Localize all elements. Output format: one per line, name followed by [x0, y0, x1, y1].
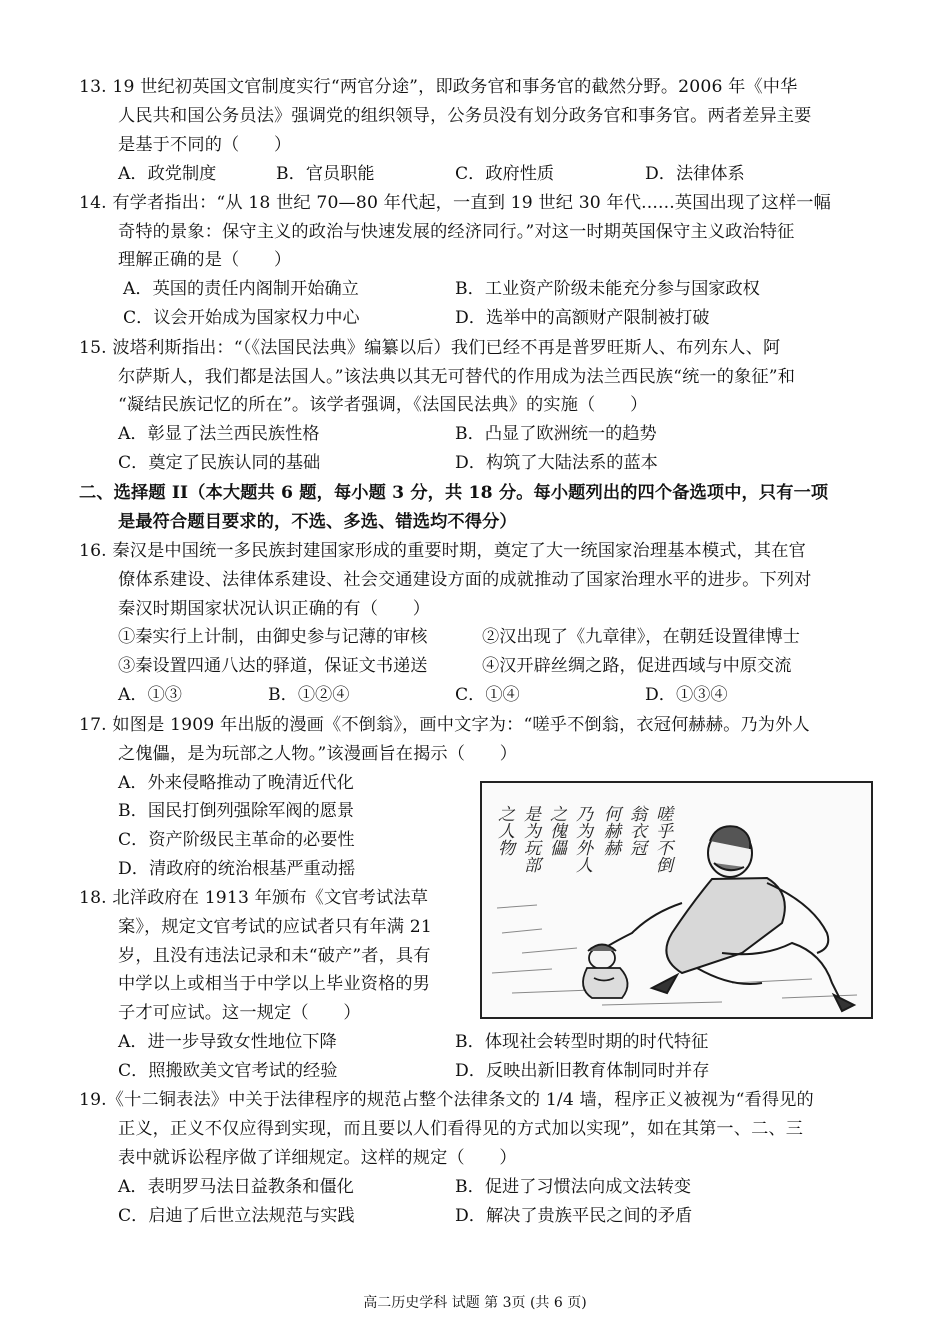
cartoon-caption-col-1: 嗟乎不倒 [652, 805, 672, 873]
q13-option-d: D．法律体系 [645, 164, 745, 184]
q14-option-a: A．英国的责任内阁制开始确立 [123, 279, 359, 299]
q14-option-b: B．工业资产阶级未能充分参与国家政权 [455, 279, 760, 299]
cartoon-drawing [482, 783, 871, 1017]
q14-option-c: C．议会开始成为国家权力中心 [123, 308, 360, 328]
q19-option-c: C．启迪了后世立法规范与实践 [118, 1206, 355, 1226]
q16-item-4: ④汉开辟丝绸之路，促进西域与中原交流 [482, 656, 792, 676]
q19-line-3: 表中就诉讼程序做了详细规定。这样的规定（ ） [118, 1148, 517, 1168]
q13-line-1: 13. 19 世纪初英国文官制度实行“两官分途”，即政务官和事务官的截然分野。2006 年《中华 [79, 77, 798, 97]
q13-option-c: C．政府性质 [455, 164, 555, 184]
cartoon-caption-col-7: 之人物 [494, 805, 514, 856]
q17-line-2: 之傀儡，是为玩部之人物。”该漫画旨在揭示（ ） [118, 744, 518, 764]
q13-line-3: 是基于不同的（ ） [118, 135, 292, 155]
cartoon-caption-col-5: 之傀儡 [546, 805, 566, 856]
q19-line-1: 19.《十二铜表法》中关于法律程序的规范占整个法律条文的 1/4 墙，程序正义被视为“看得见的 [79, 1090, 814, 1110]
q17-option-d: D．清政府的统治根基严重动摇 [118, 859, 356, 879]
q16-option-c: C．①④ [455, 685, 520, 705]
q14-option-d: D．选举中的高额财产限制被打破 [455, 308, 710, 328]
q15-option-d: D．构筑了大陆法系的蓝本 [455, 453, 658, 473]
q18-option-c: C．照搬欧美文官考试的经验 [118, 1061, 338, 1081]
cartoon-caption-col-6: 是为玩部 [520, 805, 540, 873]
q16-option-a: A．①③ [118, 685, 182, 705]
q16-item-1: ①秦实行上计制，由御史参与记薄的审核 [118, 627, 428, 647]
q16-option-b: B．①②④ [268, 685, 350, 705]
cartoon-caption-col-3: 何赫赫 [600, 805, 620, 856]
q18-line-2: 案》，规定文官考试的应试者只有年满 21 [118, 917, 432, 937]
q15-option-b: B．凸显了欧洲统一的趋势 [455, 424, 657, 444]
q19-option-d: D．解决了贵族平民之间的矛盾 [455, 1206, 693, 1226]
q16-line-3: 秦汉时期国家状况认识正确的有（ ） [118, 599, 431, 619]
q19-option-a: A．表明罗马法日益教条和僵化 [118, 1177, 354, 1197]
q14-line-2: 奇特的景象：保守主义的政治与快速发展的经济同行。”对这一时期英国保守主义政治特征 [118, 222, 795, 242]
q15-option-c: C．奠定了民族认同的基础 [118, 453, 321, 473]
cartoon-budaoweng-image [480, 781, 873, 1019]
q18-line-3: 岁，且没有违法记录和未“破产”者，具有 [118, 946, 431, 966]
q18-option-d: D．反映出新旧教育体制同时并存 [455, 1061, 710, 1081]
q17-option-a: A．外来侵略推动了晚清近代化 [118, 773, 354, 793]
q18-line-1: 18. 北洋政府在 1913 年颁布《文官考试法草 [79, 888, 429, 908]
q14-line-1: 14. 有学者指出：“从 18 世纪 70—80 年代起，一直到 19 世纪 30 年代......英国出现了这样一幅 [79, 193, 831, 213]
cartoon-caption-col-4: 乃为外人 [572, 805, 592, 873]
q15-line-3: “凝结民族记忆的所在”。该学者强调，《法国民法典》的实施（ ） [118, 395, 648, 415]
q19-option-b: B．促进了习惯法向成文法转变 [455, 1177, 692, 1197]
q18-option-a: A．进一步导致女性地位下降 [118, 1032, 337, 1052]
q16-option-d: D．①③④ [645, 685, 728, 705]
q13-option-a: A．政党制度 [118, 164, 217, 184]
q16-item-3: ③秦设置四通八达的驿道，保证文书递送 [118, 656, 428, 676]
q16-line-2: 僚体系建设、法律体系建设、社会交通建设方面的成就推动了国家治理水平的进步。下列对 [118, 570, 812, 590]
q18-option-b: B．体现社会转型时期的时代特征 [455, 1032, 709, 1052]
q17-option-b: B．国民打倒列强除军阀的愿景 [118, 801, 355, 821]
section-2-line-2: 是最符合题目要求的，不选、多选、错选均不得分） [118, 512, 517, 532]
q13-option-b: B．官员职能 [276, 164, 375, 184]
q17-line-1: 17. 如图是 1909 年出版的漫画《不倒翁》，画中文字为：“嗟乎不倒翁，衣冠何赫赫。乃为外人 [79, 715, 810, 735]
q15-line-1: 15. 波塔利斯指出：“（《法国民法典》编纂以后）我们已经不再是普罗旺斯人、布列东人、阿 [79, 338, 781, 358]
q16-line-1: 16. 秦汉是中国统一多民族封建国家形成的重要时期，奠定了大一统国家治理基本模式，其在官 [79, 541, 806, 561]
page-footer: 高二历史学科 试题 第 3页 (共 6 页) [363, 1295, 587, 1311]
q17-option-c: C．资产阶级民主革命的必要性 [118, 830, 355, 850]
q18-line-5: 子才可应试。这一规定（ ） [118, 1003, 361, 1023]
q19-line-2: 正义，正义不仅应得到实现，而且要以人们看得见的方式加以实现”，如在其第一、二、三 [118, 1119, 804, 1139]
q16-item-2: ②汉出现了《九章律》，在朝廷设置律博士 [482, 627, 800, 647]
q13-line-2: 人民共和国公务员法》强调党的组织领导，公务员没有划分政务官和事务官。两者差异主要 [118, 106, 812, 126]
q15-line-2: 尔萨斯人，我们都是法国人。”该法典以其无可替代的作用成为法兰西民族“统一的象征”和 [118, 367, 796, 387]
q18-line-4: 中学以上或相当于中学以上毕业资格的男 [118, 974, 431, 994]
q14-line-3: 理解正确的是（ ） [118, 250, 292, 270]
cartoon-caption-col-2: 翁衣冠 [626, 805, 646, 856]
qing-official-figure [583, 945, 628, 999]
section-2-line-1: 二、选择题 II（本大题共 6 题，每小题 3 分，共 18 分。每小题列出的四个备选项中，只有一项 [79, 483, 829, 503]
q15-option-a: A．彰显了法兰西民族性格 [118, 424, 320, 444]
